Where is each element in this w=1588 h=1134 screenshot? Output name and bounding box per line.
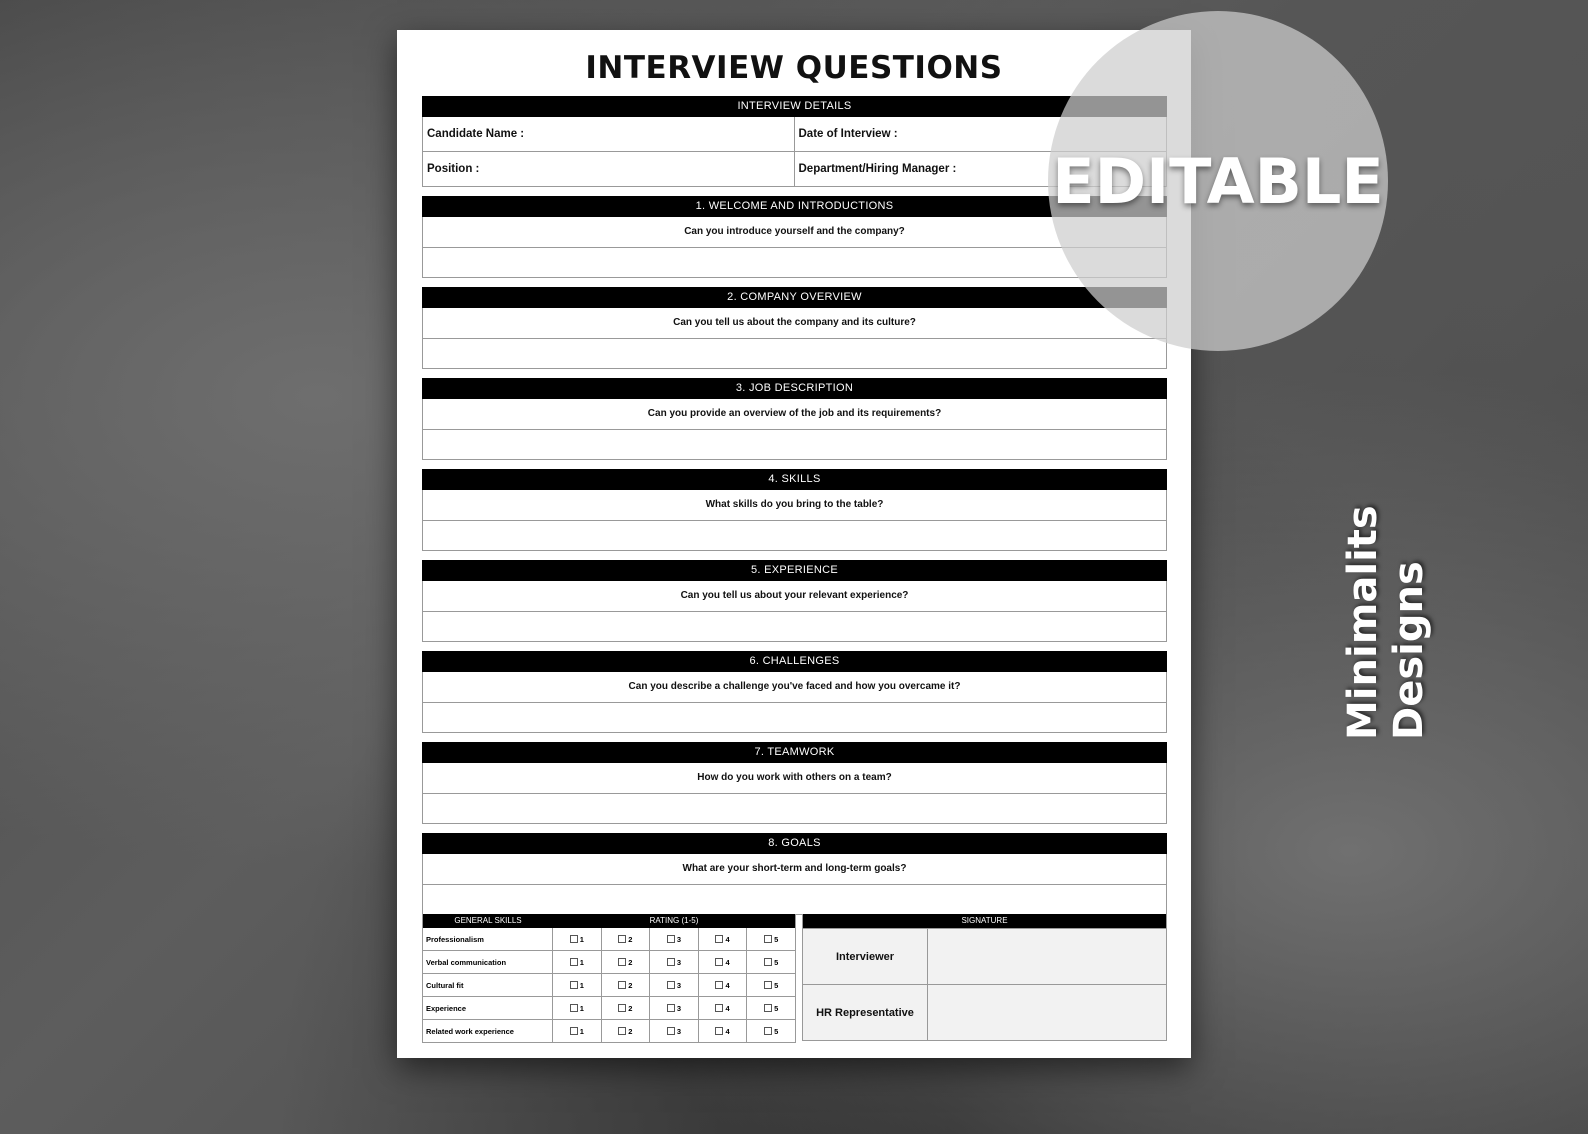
answer-field[interactable]: [423, 248, 1166, 277]
rating-option[interactable]: [553, 928, 602, 950]
question-section: [422, 287, 1167, 369]
interviewer-signature-field[interactable]: [928, 929, 1166, 984]
rating-option[interactable]: [602, 928, 651, 950]
checkbox-icon[interactable]: [764, 1004, 772, 1012]
question-text: How do you work with others on a team?: [423, 763, 1166, 794]
rating-value: 5: [774, 980, 779, 990]
rating-option[interactable]: [602, 951, 651, 973]
checkbox-icon[interactable]: [570, 981, 578, 989]
skill-row: [423, 1019, 795, 1042]
rating-option[interactable]: [747, 951, 795, 973]
rating-value: 2: [628, 934, 633, 944]
rating-option[interactable]: [650, 928, 699, 950]
checkbox-icon[interactable]: [667, 981, 675, 989]
rating-option[interactable]: [650, 997, 699, 1019]
position-field[interactable]: Position :: [423, 152, 795, 186]
date-of-interview-field[interactable]: Date of Interview :: [798, 128, 898, 140]
section-header: 8. GOALS: [422, 833, 1167, 854]
checkbox-icon[interactable]: [667, 1027, 675, 1035]
checkbox-icon[interactable]: [618, 1027, 626, 1035]
rating-option[interactable]: [553, 951, 602, 973]
checkbox-icon[interactable]: [618, 935, 626, 943]
rating-value: 5: [774, 934, 779, 944]
question-text: What skills do you bring to the table?: [423, 490, 1166, 521]
rating-option[interactable]: [747, 928, 795, 950]
rating-value: 4: [725, 1003, 730, 1013]
question-section: [422, 469, 1167, 551]
editable-badge: [1048, 11, 1388, 351]
bottom-section: [422, 914, 1167, 1038]
rating-value: 3: [676, 1026, 682, 1036]
rating-option[interactable]: [747, 974, 795, 996]
question-section: [422, 560, 1167, 642]
checkbox-icon[interactable]: [715, 935, 723, 943]
rating-value: 2: [628, 980, 633, 990]
skill-row: [423, 996, 795, 1019]
skill-name: Experience: [423, 997, 553, 1019]
checkbox-icon[interactable]: [570, 958, 578, 966]
checkbox-icon[interactable]: [570, 935, 578, 943]
skill-row: [423, 950, 795, 973]
rating-header: RATING (1-5): [649, 916, 699, 925]
checkbox-icon[interactable]: [618, 981, 626, 989]
skill-row: [423, 973, 795, 996]
answer-field[interactable]: [423, 521, 1166, 550]
skill-name: Professionalism: [423, 928, 553, 950]
rating-option[interactable]: [699, 974, 748, 996]
rating-value: 1: [579, 934, 584, 944]
rating-option[interactable]: [699, 951, 748, 973]
signature-table: [802, 914, 1167, 1041]
department-field[interactable]: Department/Hiring Manager :: [798, 163, 957, 175]
question-section: [422, 378, 1167, 460]
skill-name: Cultural fit: [423, 974, 553, 996]
hr-representative-label: HR Representative: [803, 985, 928, 1040]
rating-option[interactable]: [650, 951, 699, 973]
answer-field[interactable]: [423, 794, 1166, 823]
rating-option[interactable]: [553, 974, 602, 996]
checkbox-icon[interactable]: [715, 1027, 723, 1035]
answer-field[interactable]: [423, 339, 1166, 368]
rating-value: 3: [676, 957, 682, 967]
question-text: Can you tell us about your relevant experience?: [423, 581, 1166, 612]
skill-name: Related work experience: [423, 1020, 553, 1042]
checkbox-icon[interactable]: [764, 958, 772, 966]
rating-value: 5: [774, 1003, 779, 1013]
checkbox-icon[interactable]: [764, 1027, 772, 1035]
section-header: 4. SKILLS: [422, 469, 1167, 490]
section-header: 7. TEAMWORK: [422, 742, 1167, 763]
section-header: 1. WELCOME AND INTRODUCTIONS: [422, 196, 1167, 217]
rating-value: 4: [725, 957, 730, 967]
rating-option[interactable]: [699, 1020, 748, 1042]
question-section: [422, 651, 1167, 733]
checkbox-icon[interactable]: [715, 1004, 723, 1012]
checkbox-icon[interactable]: [618, 958, 626, 966]
rating-value: 3: [676, 934, 682, 944]
brand-watermark: Minimalits Designs: [1340, 505, 1432, 740]
answer-field[interactable]: [423, 612, 1166, 641]
rating-value: 1: [579, 1026, 584, 1036]
skill-row: [423, 928, 795, 950]
question-text: Can you describe a challenge you've faced and how you overcame it?: [423, 672, 1166, 703]
skills-header: GENERAL SKILLS: [454, 916, 522, 925]
checkbox-icon[interactable]: [570, 1004, 578, 1012]
question-text: What are your short-term and long-term goals?: [423, 854, 1166, 885]
section-header: 6. CHALLENGES: [422, 651, 1167, 672]
answer-field[interactable]: [423, 885, 1166, 914]
rating-value: 2: [628, 957, 633, 967]
signature-header: SIGNATURE: [803, 914, 1166, 928]
page-title: INTERVIEW QUESTIONS: [585, 50, 1003, 86]
rating-option[interactable]: [699, 928, 748, 950]
checkbox-icon[interactable]: [667, 935, 675, 943]
skills-rating-table: [422, 914, 796, 1043]
rating-option[interactable]: [553, 997, 602, 1019]
question-section: [422, 833, 1167, 915]
rating-option[interactable]: [747, 1020, 795, 1042]
interviewer-label: Interviewer: [803, 929, 928, 984]
question-text: Can you tell us about the company and its culture?: [423, 308, 1166, 339]
rating-value: 5: [774, 957, 779, 967]
rating-value: 3: [676, 980, 682, 990]
section-header: 2. COMPANY OVERVIEW: [422, 287, 1167, 308]
rating-option[interactable]: [650, 974, 699, 996]
rating-value: 4: [725, 1026, 730, 1036]
editable-badge-text: EDITABLE: [1052, 144, 1384, 218]
rating-option[interactable]: [602, 1020, 651, 1042]
rating-value: 1: [579, 1003, 584, 1013]
section-header: 3. JOB DESCRIPTION: [422, 378, 1167, 399]
candidate-name-field[interactable]: Candidate Name :: [423, 117, 795, 151]
rating-option[interactable]: [602, 997, 651, 1019]
checkbox-icon[interactable]: [715, 981, 723, 989]
checkbox-icon[interactable]: [618, 1004, 626, 1012]
rating-value: 5: [774, 1026, 779, 1036]
answer-field[interactable]: [423, 430, 1166, 459]
rating-value: 2: [628, 1003, 633, 1013]
rating-option[interactable]: [747, 997, 795, 1019]
checkbox-icon[interactable]: [667, 1004, 675, 1012]
section-header: 5. EXPERIENCE: [422, 560, 1167, 581]
answer-field[interactable]: [423, 703, 1166, 732]
rating-value: 2: [628, 1026, 633, 1036]
checkbox-icon[interactable]: [764, 981, 772, 989]
interview-details-header: INTERVIEW DETAILS: [422, 96, 1167, 117]
skill-name: Verbal communication: [423, 951, 553, 973]
checkbox-icon[interactable]: [715, 958, 723, 966]
rating-value: 4: [725, 934, 730, 944]
checkbox-icon[interactable]: [667, 958, 675, 966]
rating-value: 3: [676, 1003, 682, 1013]
rating-option[interactable]: [650, 1020, 699, 1042]
question-text: Can you provide an overview of the job and its requirements?: [423, 399, 1166, 430]
hr-signature-field[interactable]: [928, 985, 1166, 1040]
rating-option[interactable]: [699, 997, 748, 1019]
rating-value: 1: [579, 957, 584, 967]
rating-option[interactable]: [553, 1020, 602, 1042]
question-text: Can you introduce yourself and the company?: [423, 217, 1166, 248]
checkbox-icon[interactable]: [764, 935, 772, 943]
checkbox-icon[interactable]: [570, 1027, 578, 1035]
rating-value: 4: [725, 980, 730, 990]
question-section: [422, 742, 1167, 824]
rating-value: 1: [579, 980, 584, 990]
rating-option[interactable]: [602, 974, 651, 996]
